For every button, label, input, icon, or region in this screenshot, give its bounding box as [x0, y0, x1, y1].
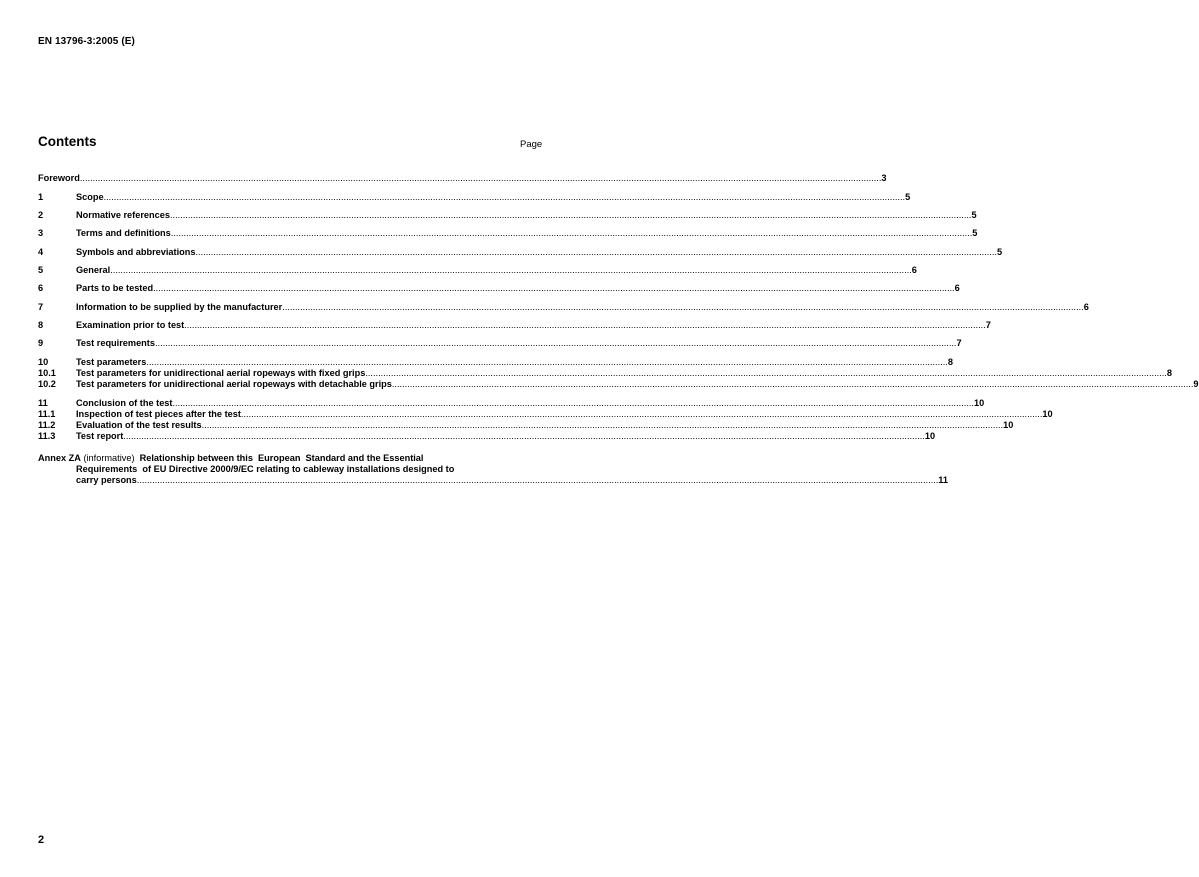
toc-entry-page: 5 — [905, 192, 911, 202]
toc-entry-page: 10 — [1042, 409, 1053, 419]
toc-entry-5[interactable] — [38, 264, 917, 276]
toc-entry-title: General — [76, 265, 111, 275]
annex-title-line-2: Requirements of EU Directive 2000/9/EC relating to cableway installations designed to — [76, 464, 455, 474]
toc-entry-number: 4 — [38, 247, 44, 257]
toc-leader-dots — [170, 209, 972, 221]
annex-label: Annex ZA — [38, 453, 81, 463]
toc-leader-dots — [110, 264, 912, 276]
toc-entry-number: 11 — [38, 398, 48, 408]
page-number: 2 — [38, 834, 45, 846]
toc-entry-page: 5 — [997, 247, 1003, 257]
toc-entry-page: 7 — [956, 338, 962, 348]
toc-entry-title: Terms and definitions — [76, 228, 171, 238]
toc-entry-title: Test report — [76, 431, 124, 441]
toc-entry-title: Parts to be tested — [76, 283, 154, 293]
toc-entry-1[interactable] — [38, 191, 911, 203]
toc-entry-number: 9 — [38, 338, 44, 348]
toc-entry-10-2[interactable] — [38, 378, 1199, 390]
toc-entry-page: 10 — [973, 398, 985, 408]
toc-entry-page: 6 — [1083, 302, 1089, 312]
toc-entry-number: 6 — [38, 283, 44, 293]
annex-qualifier: (informative) — [83, 453, 135, 463]
toc-entry-title: Test parameters for unidirectional aerial ropeways with detachable grips — [76, 379, 392, 389]
toc-leader-dots — [137, 474, 939, 486]
toc-entry-title: Examination prior to test — [76, 320, 185, 330]
toc-entry-6[interactable] — [38, 282, 960, 294]
page-column-label: Page — [520, 139, 543, 150]
toc-entry-title: Symbols and abbreviations — [76, 247, 196, 257]
toc-entry-title: Test requirements — [76, 338, 155, 348]
toc-leader-dots — [184, 319, 986, 331]
toc-entry-3[interactable] — [38, 227, 978, 239]
toc-entry-page: 7 — [985, 320, 991, 330]
toc-entry-number: 10.1 — [38, 368, 56, 378]
toc-leader-dots — [171, 227, 973, 239]
toc-entry-title: Information to be supplied by the manufacturer — [76, 302, 283, 312]
toc-entry-page: 10 — [924, 431, 936, 441]
toc-entry-page: 11 — [938, 475, 949, 485]
toc-entry-number: 2 — [38, 210, 44, 220]
toc-entry-number: 11.2 — [38, 420, 56, 430]
toc-entry-page: 6 — [954, 283, 960, 293]
toc-entry-number: 10.2 — [38, 379, 56, 389]
toc-leader-dots — [392, 378, 1194, 390]
annex-title-line-1: Relationship between this European Standard and the Essential — [139, 453, 424, 463]
toc-entry-page: 5 — [972, 228, 978, 238]
toc-entry-2[interactable] — [38, 209, 977, 221]
toc-entry-9[interactable] — [38, 337, 962, 349]
toc-entry-page: 8 — [947, 357, 953, 367]
toc-entry-number: 5 — [38, 265, 44, 275]
toc-entry-number: 11.3 — [38, 431, 56, 441]
toc-entry-title: Test parameters for unidirectional aerial ropeways with fixed grips — [76, 368, 366, 378]
toc-entry-title: Scope — [76, 192, 104, 202]
toc-entry-number: 11.1 — [38, 409, 56, 419]
toc-leader-dots — [123, 430, 925, 442]
toc-leader-dots — [282, 301, 1084, 313]
toc-entry-title: Foreword — [38, 173, 80, 183]
annex-line-3 — [76, 474, 949, 486]
toc-entry-11-3[interactable] — [38, 430, 936, 442]
toc-leader-dots — [153, 282, 955, 294]
annex-title-line-3: carry persons — [76, 475, 137, 485]
toc-entry-page: 9 — [1193, 379, 1199, 389]
toc-entry-number: 8 — [38, 320, 44, 330]
contents-heading: Contents — [38, 134, 97, 149]
toc-entry-title: Conclusion of the test — [76, 398, 173, 408]
toc-entry-title: Evaluation of the test results — [76, 420, 202, 430]
toc-entry-4[interactable] — [38, 246, 1003, 258]
toc-leader-dots — [195, 246, 997, 258]
toc-entry-page: 5 — [971, 210, 977, 220]
toc-entry-page: 8 — [1166, 368, 1172, 378]
document-header: EN 13796-3:2005 (E) — [38, 36, 135, 47]
toc-entry-title: Test parameters — [76, 357, 147, 367]
toc-entry-page: 6 — [911, 265, 917, 275]
toc-entry-page: 10 — [1003, 420, 1014, 430]
toc-entry-foreword[interactable] — [38, 172, 887, 184]
toc-entry-title: Inspection of test pieces after the test — [76, 409, 241, 419]
toc-leader-dots — [80, 172, 882, 184]
toc-entry-number: 1 — [38, 192, 44, 202]
toc-entry-8[interactable] — [38, 319, 991, 331]
toc-entry-number: 3 — [38, 228, 44, 238]
toc-entry-7[interactable] — [38, 301, 1089, 313]
toc-entry-title: Normative references — [76, 210, 170, 220]
toc-entry-number: 10 — [38, 357, 49, 367]
toc-leader-dots — [155, 337, 957, 349]
toc-leader-dots — [104, 191, 906, 203]
toc-entry-number: 7 — [38, 302, 44, 312]
toc-entry-page: 3 — [881, 173, 887, 183]
